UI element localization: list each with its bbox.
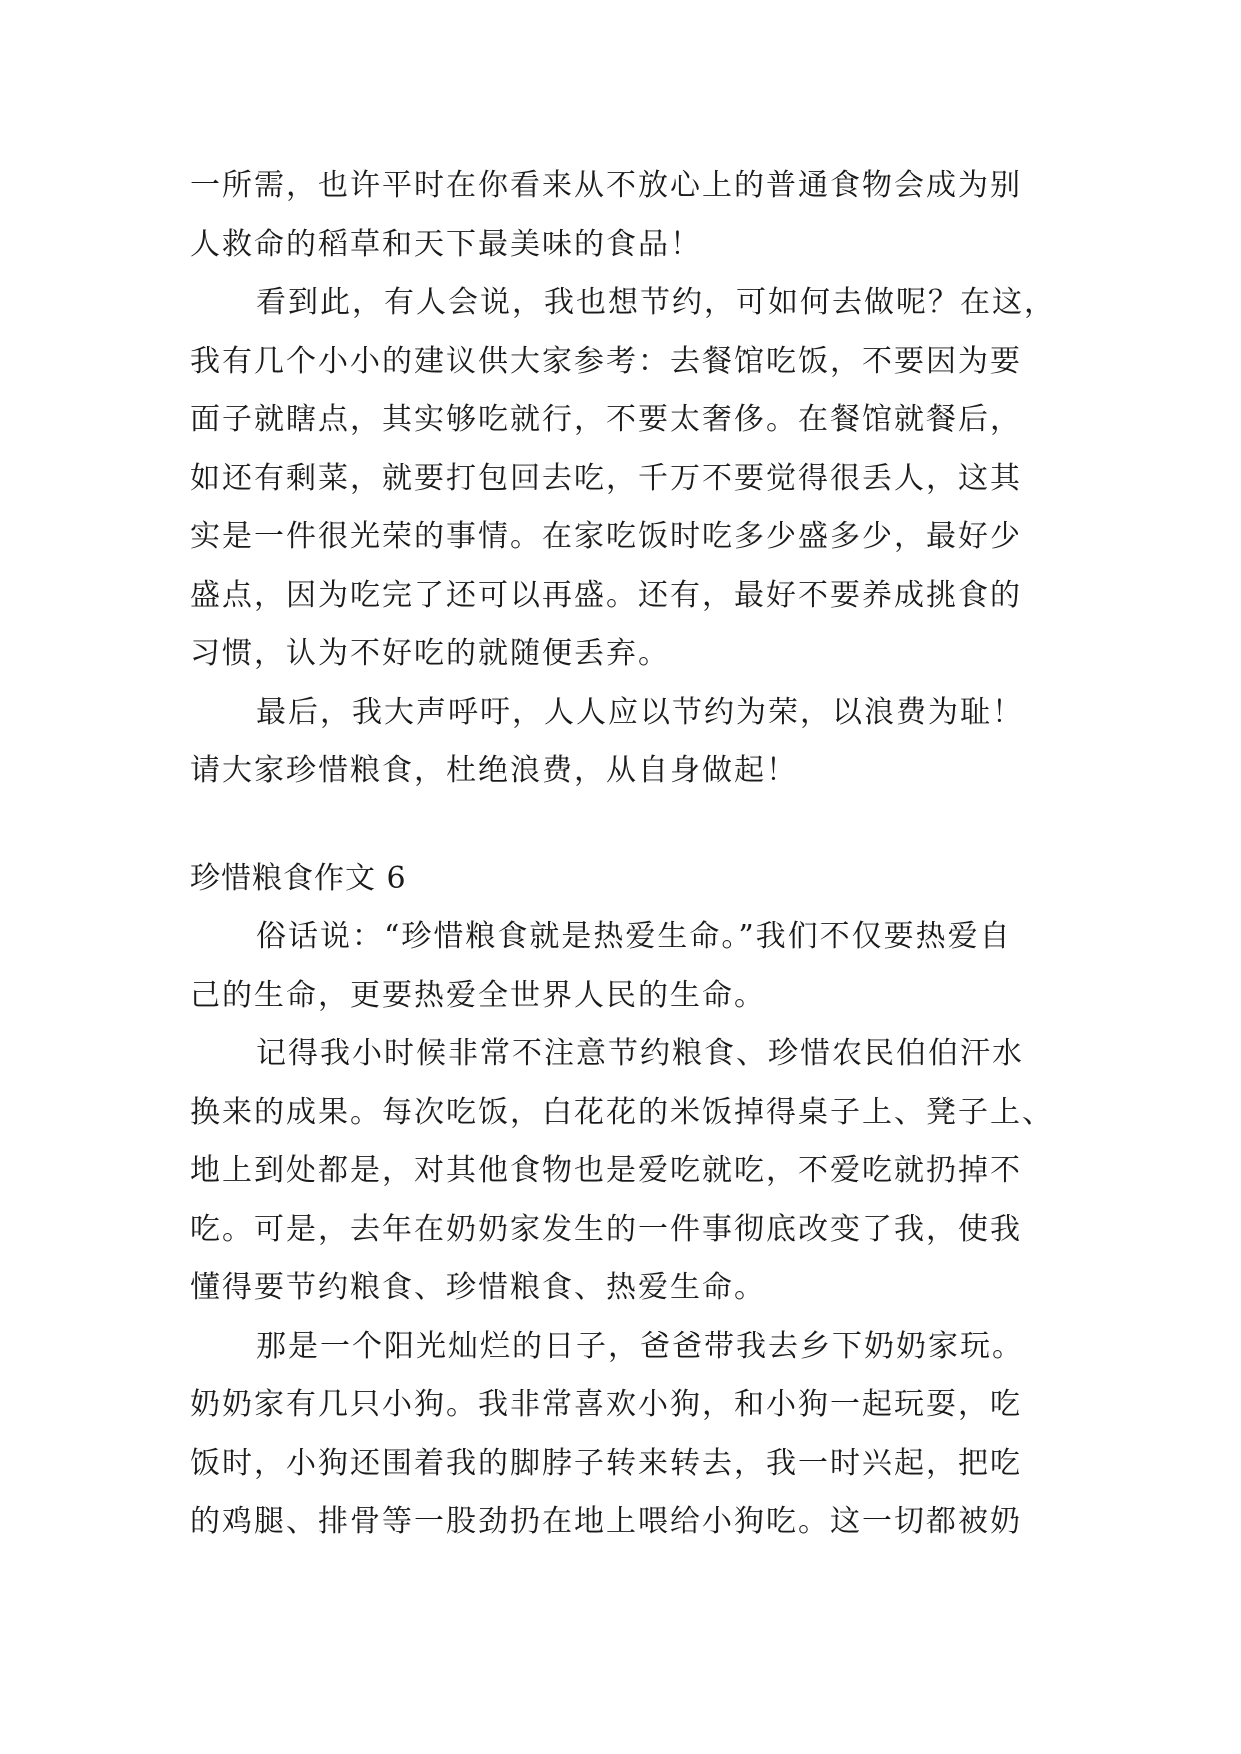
- text-line: 习惯，认为不好吃的就随便丢弃。: [190, 636, 670, 671]
- text-line: 实是一件很光荣的事情。在家吃饭时吃多少盛多少，最好少: [190, 519, 1022, 554]
- text-block-1: [190, 157, 1070, 801]
- text-line: 懂得要节约粮食、珍惜粮食、热爱生命。: [190, 1270, 766, 1305]
- text-line: 最后，我大声呼吁，人人应以节约为荣，以浪费为耻！: [256, 694, 1024, 730]
- text-line: 盛点，因为吃完了还可以再盛。还有，最好不要养成挑食的: [190, 577, 1022, 613]
- text-line: 记得我小时候非常不注意节约粮食、珍惜农民伯伯汗水: [256, 1036, 1024, 1071]
- text-line: 我有几个小小的建议供大家参考：去餐馆吃饭，不要因为要: [190, 343, 1022, 379]
- text-line: 面子就瞎点，其实够吃就行，不要太奢侈。在餐馆就餐后，: [190, 402, 1022, 437]
- text-line: 奶奶家有几只小狗。我非常喜欢小狗，和小狗一起玩耍，吃: [190, 1387, 1022, 1422]
- text-line: 俗话说：“珍惜粮食就是热爱生命。”我们不仅要热爱自: [256, 919, 1012, 954]
- text-line: 请大家珍惜粮食，杜绝浪费，从自身做起！: [190, 753, 798, 788]
- text-line: 一所需，也许平时在你看来从不放心上的普通食物会成为别: [190, 168, 1022, 203]
- text-line: 如还有剩菜，就要打包回去吃，千万不要觉得很丢人，这其: [190, 460, 1022, 496]
- text-line: 换来的成果。每次吃饭，白花花的米饭掉得桌子上、凳子上、: [190, 1094, 1054, 1130]
- text-block-2: [190, 908, 1070, 1552]
- text-line: 看到此，有人会说，我也想节约，可如何去做呢？在这，: [256, 285, 1056, 320]
- text-line: 人救命的稻草和天下最美味的食品！: [190, 226, 702, 262]
- text-line: 饭时，小狗还围着我的脚脖子转来转去，我一时兴起，把吃: [190, 1445, 1022, 1481]
- text-line: 那是一个阳光灿烂的日子，爸爸带我去乡下奶奶家玩。: [256, 1328, 1024, 1364]
- text-line: 地上到处都是，对其他食物也是爱吃就吃，不爱吃就扔掉不: [190, 1153, 1022, 1188]
- section-title: 珍惜粮食作文 6: [190, 861, 407, 896]
- text-line: 吃。可是，去年在奶奶家发生的一件事彻底改变了我，使我: [190, 1211, 1022, 1247]
- text-line: 的鸡腿、排骨等一股劲扔在地上喂给小狗吃。这一切都被奶: [190, 1504, 1022, 1539]
- text-line: 己的生命，更要热爱全世界人民的生命。: [190, 977, 766, 1013]
